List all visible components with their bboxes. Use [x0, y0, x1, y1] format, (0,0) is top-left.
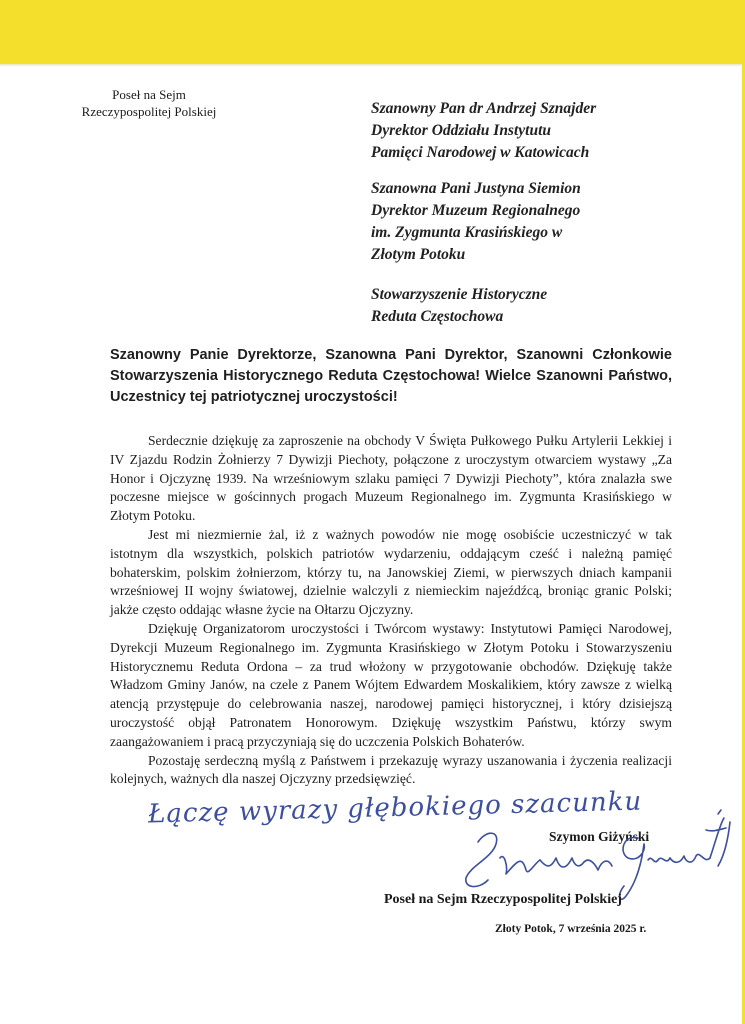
- signer-title: Poseł na Sejm Rzeczypospolitej Polskiej: [384, 892, 622, 907]
- recipient-line: im. Zygmunta Krasińskiego w: [371, 224, 563, 241]
- header-band-edge: [0, 64, 745, 67]
- recipient-line: Dyrektor Muzeum Regionalnego: [371, 202, 581, 219]
- recipient-block-museum: [371, 178, 581, 266]
- body-paragraph: Pozostaję serdeczną myślą z Państwem i przekazuję wyrazy uszanowania i życzenia realizacji kolejnych, ważnych dla naszej Ojczyzny przedsięwzięć.: [110, 752, 672, 787]
- recipient-line: Stowarzyszenie Historyczne: [371, 286, 548, 303]
- letter-body: [110, 432, 672, 789]
- recipient-line: Pamięci Narodowej w Katowicach: [371, 144, 590, 161]
- recipient-line: Dyrektor Oddziału Instytutu: [371, 122, 552, 139]
- recipient-block-ipn: [371, 98, 596, 164]
- recipient-line: Reduta Częstochowa: [371, 308, 504, 325]
- recipient-block-association: [371, 284, 547, 328]
- sender-block: [54, 86, 244, 120]
- place-date: Złoty Potok, 7 września 2025 r.: [495, 923, 647, 935]
- signer-name: Szymon Giżyński: [549, 829, 650, 844]
- body-paragraph: Dziękuję Organizatorom uroczystości i Twórcom wystawy: Instytutowi Pamięci Narodowej, Dyrekcji Muzeum Regionalnego im. Zygmunta Krasińskiego w Złotym Potoku i Stowarzyszeniu Historycznemu Reduta Ordona – za trud włożony w przygotowanie obchodów. Dziękuję także Władzom Gminy Janów, na czele z Panem Wójtem Edwardem Moskalikiem, który zawsze z wielką atencją przystępuje do celebrowania naszej, narodowej pamięci historycznej, i który dzisiejszą uroczystość objął Patronatem Honorowym. Dziękuję wszystkim Państwu, którzy swym zaangażowaniem i pracą przyczyniają się do uczczenia Polskich Bohaterów.: [110, 620, 672, 749]
- recipient-line: Szanowna Pani Justyna Siemion: [371, 180, 581, 197]
- body-paragraph: Serdecznie dziękuję za zaproszenie na obchody V Święta Pułkowego Pułku Artylerii Lekkiej i IV Zjazdu Rodzin Żołnierzy 7 Dywizji Piechoty, połączone z uroczystym otwarciem wystawy „Za Honor i Ojczyznę 1939. Na wrześniowym szlaku pamięci 7 Dywizji Piechoty”, która znalazła swe poczesne miejsce w gościnnych progach Muzeum Regionalnego im. Zygmunta Krasińskiego w Złotym Potoku.: [110, 433, 672, 524]
- sender-line-1: Poseł na Sejm: [112, 87, 186, 102]
- recipient-line: Szanowny Pan dr Andrzej Sznajder: [371, 100, 597, 117]
- sender-line-2: Rzeczypospolitej Polskiej: [81, 104, 217, 119]
- recipient-line: Złotym Potoku: [371, 246, 466, 263]
- yellow-header-band: [0, 0, 745, 64]
- handwritten-closing: Łączę wyrazy głębokiego szacunku: [147, 786, 643, 830]
- salutation: Szanowny Panie Dyrektorze, Szanowna Pani Dyrektor, Szanowni Członkowie Stowarzyszenia Historycznego Reduta Częstochowa! Wielce Szanowni Państwo, Uczestnicy tej patriotycznej uroczystości!: [110, 347, 672, 405]
- body-paragraph: Jest mi niezmiernie żal, iż z ważnych powodów nie mogę osobiście uczestniczyć w tak istotnym dla wszystkich, polskich patriotów wydarzeniu, oddającym cześć i należną pamięć bohaterskim, polskim żołnierzom, którzy tu, na Janowskiej Ziemi, w pierwszych dniach kampanii wrześniowej II wojny światowej, dzielnie walczyli z niemieckim najeźdźcą, broniąc granic Polski; jakże często oddając własne życie na Ołtarzu Ojczyzny.: [110, 526, 672, 618]
